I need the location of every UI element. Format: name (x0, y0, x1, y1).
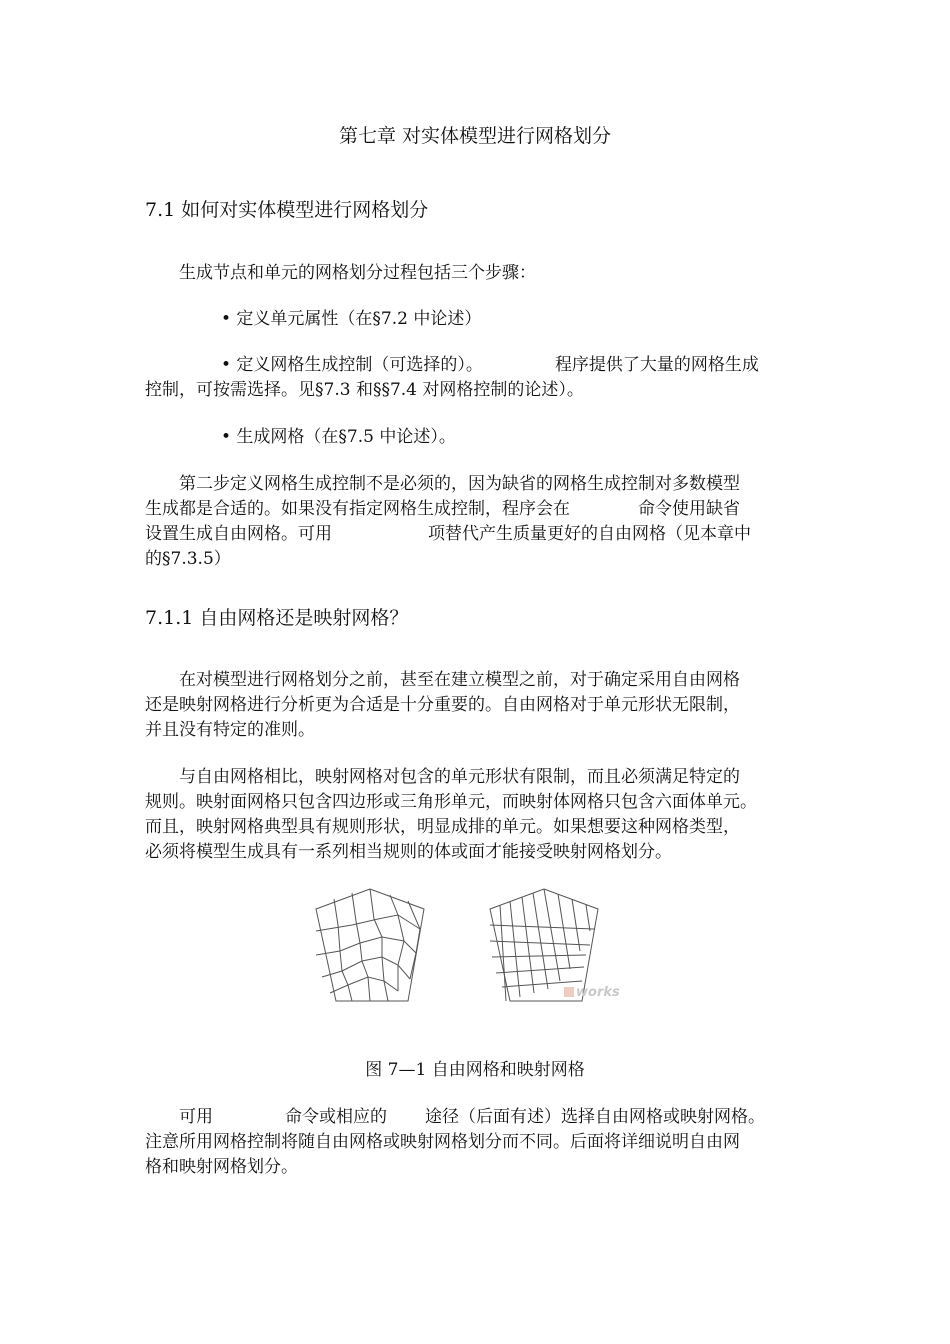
para-fragment: 项替代产生质量更好的自由网格（见本章中 (428, 524, 751, 544)
free-mesh-pentagon (316, 889, 424, 1001)
bullet2-text-b: 程序提供了大量的网格生成 (554, 355, 759, 375)
paragraph-line: 第二步定义网格生成控制不是必须的，因为缺省的网格生成控制对多数模型 (179, 474, 740, 494)
paragraph-line: 而且，映射网格典型具有规则形状，明显成排的单元。如果想要这种网格类型， (145, 817, 740, 837)
paragraph-line: 注意所用网格控制将随自由网格或映射网格划分而不同。后面将详细说明自由网 (145, 1132, 740, 1152)
bullet-define-mesh-controls (221, 353, 759, 377)
bullet2-continuation: 控制，可按需选择。见§7.3 和§§7.4 对网格控制的论述）。 (145, 380, 584, 400)
watermark-logo-icon (564, 987, 574, 997)
paragraph-line: 并且没有特定的准则。 (145, 720, 315, 740)
figure-caption: 图 7—1 自由网格和映射网格 (365, 1060, 585, 1080)
section-heading-7-1-1: 7.1.1 自由网格还是映射网格？ (145, 607, 409, 629)
mesh-figure (312, 885, 620, 1015)
paragraph-line (145, 497, 740, 521)
bullet2-text-a: • 定义网格生成控制（可选择的）。 (221, 355, 483, 375)
para-fragment: 设置生成自由网格。可用 (145, 524, 332, 544)
paragraph-line: 还是映射网格进行分析更为合适是十分重要的。自由网格对于单元形状无限制， (145, 695, 740, 715)
paragraph-line (145, 522, 751, 546)
paragraph-line: 与自由网格相比，映射网格对包含的单元形状有限制，而且必须满足特定的 (179, 767, 740, 787)
paragraph-line (179, 1105, 765, 1129)
para-fragment: 命令或相应的 (285, 1107, 387, 1127)
paragraph-line: 的§7.3.5） (145, 549, 231, 569)
para-fragment: 命令使用缺省 (638, 499, 740, 519)
section-heading-7-1: 7.1 如何对实体模型进行网格划分 (145, 199, 429, 221)
paragraph-line: 格和映射网格划分。 (145, 1157, 298, 1177)
paragraph-line: 规则。映射面网格只包含四边形或三角形单元，而映射体网格只包含六面体单元。 (145, 792, 757, 812)
bullet-generate-mesh: • 生成网格（在§7.5 中论述）。 (221, 427, 456, 447)
paragraph-line: 必须将模型生成具有一系列相当规则的体或面才能接受映射网格划分。 (145, 842, 672, 862)
intro-text: 生成节点和单元的网格划分过程包括三个步骤： (179, 263, 536, 283)
chapter-title: 第七章 对实体模型进行网格划分 (338, 125, 612, 147)
para-fragment: 可用 (179, 1107, 213, 1127)
para-fragment: 途径（后面有述）选择自由网格或映射网格。 (425, 1107, 765, 1127)
para-fragment: 生成都是合适的。如果没有指定网格生成控制，程序会在 (145, 499, 570, 519)
paragraph-line: 在对模型进行网格划分之前，甚至在建立模型之前，对于确定采用自由网格 (179, 670, 740, 690)
watermark-text: works (576, 985, 620, 1000)
mesh-diagram (312, 885, 620, 1015)
bullet-define-element-attributes: • 定义单元属性（在§7.2 中论述） (221, 309, 482, 329)
